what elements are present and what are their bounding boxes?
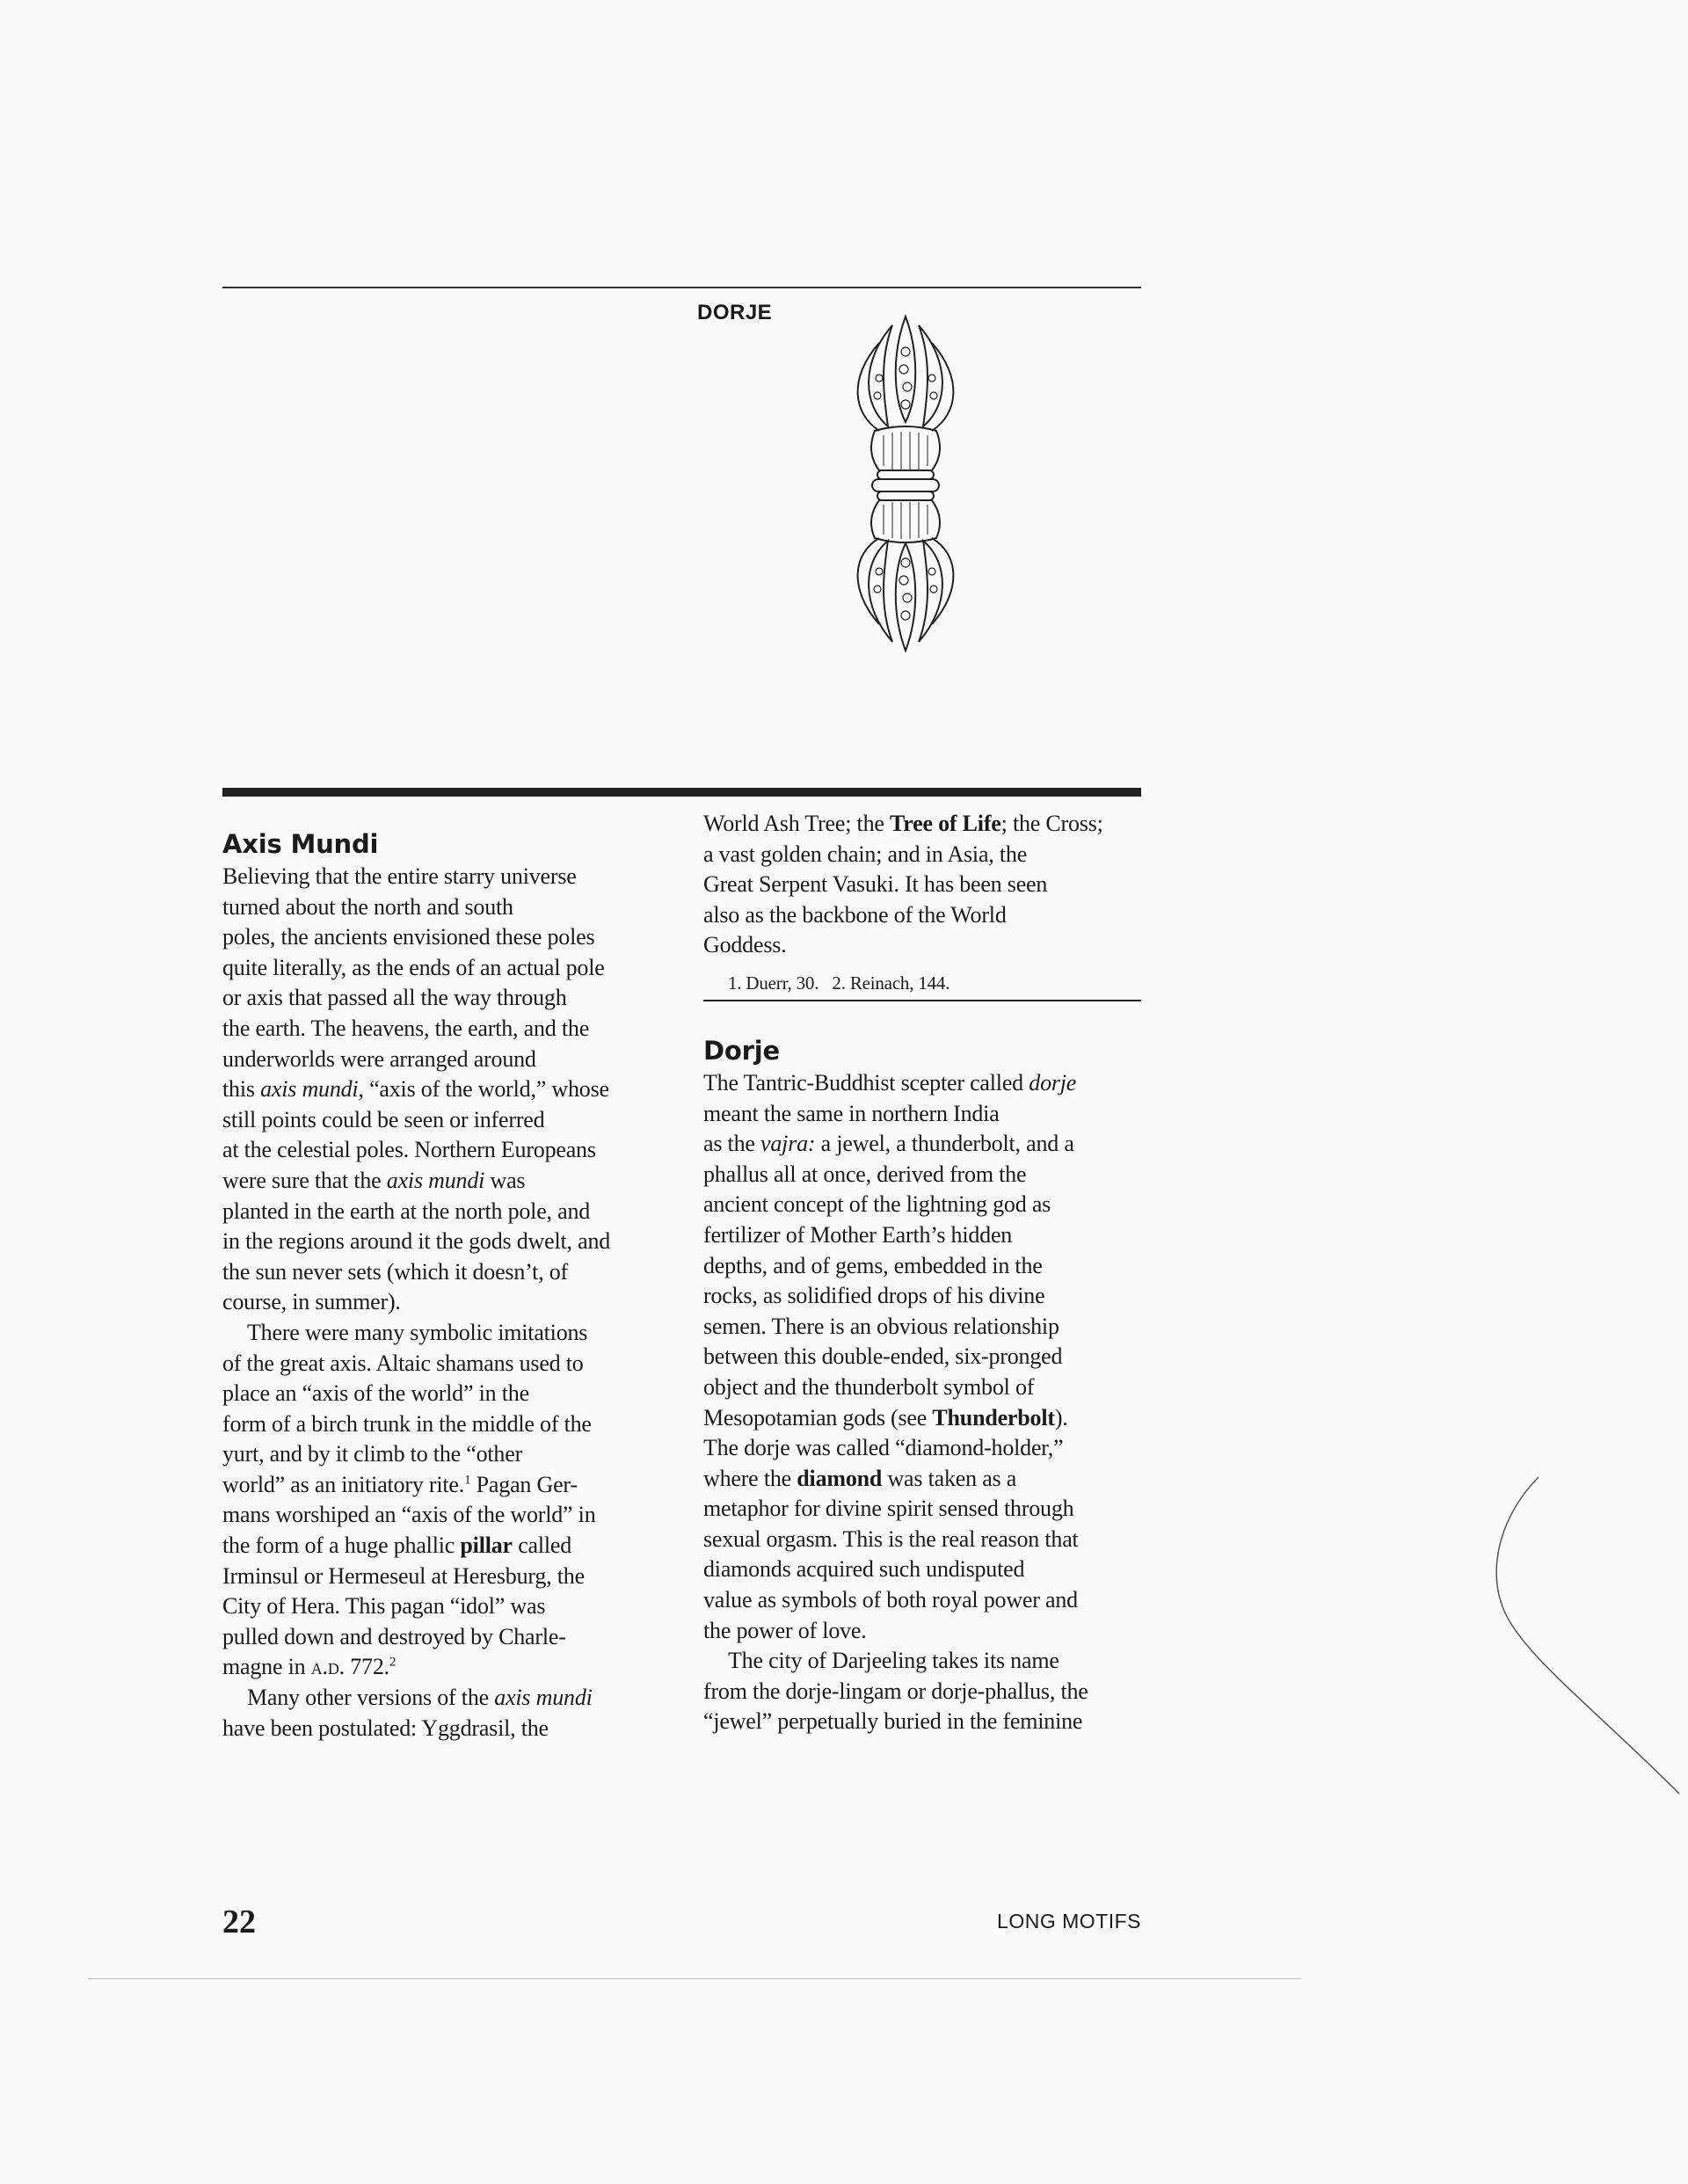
text-run: this	[222, 1076, 261, 1103]
text-run: Believing that the entire starry universe	[222, 863, 577, 889]
text-line	[703, 1372, 1143, 1403]
text-run: Pagan Ger-	[470, 1471, 578, 1497]
footnote-marker: 2	[389, 1655, 397, 1670]
text-line	[222, 1318, 680, 1349]
text-line	[703, 809, 1143, 840]
top-rule	[222, 287, 1141, 288]
text-run: There were many symbolic imitations	[247, 1319, 588, 1345]
text-line	[222, 1531, 680, 1562]
text-run: also as the backbone of the World	[703, 901, 1007, 928]
text-line	[222, 1714, 680, 1744]
text-line	[703, 1494, 1143, 1525]
text-run: magne in	[222, 1654, 311, 1680]
text-run: “jewel” perpetually buried in the feminine	[703, 1708, 1083, 1735]
text-run: pulled down and destroyed by Charle-	[222, 1623, 566, 1649]
text-line	[703, 840, 1143, 870]
text-line	[703, 870, 1143, 900]
text-run: phallus all at once, derived from the	[703, 1161, 1027, 1187]
text-line	[703, 1190, 1143, 1220]
text-line	[222, 1683, 680, 1714]
text-run: diamonds acquired such undisputed	[703, 1556, 1025, 1583]
text-run: 772.	[344, 1654, 389, 1680]
heading-axis-mundi: Axis Mundi	[222, 829, 379, 859]
text-run: underworlds were arranged around	[222, 1045, 536, 1072]
text-line	[703, 1707, 1143, 1737]
text-run: ; the Cross;	[1000, 811, 1103, 836]
cross-reference: diamond	[797, 1465, 883, 1491]
text-run: axis mundi	[494, 1685, 593, 1711]
text-line	[703, 1525, 1143, 1555]
text-line	[703, 1403, 1143, 1434]
text-run: City of Hera. This pagan “idol” was	[222, 1593, 546, 1620]
text-run: poles, the ancients envisioned these poles	[222, 924, 595, 950]
text-line	[222, 983, 680, 1014]
text-run: form of a birch trunk in the middle of the	[222, 1410, 592, 1437]
text-run: between this double-ended, six-pronged	[703, 1343, 1063, 1370]
text-line	[703, 1585, 1143, 1616]
text-run: yurt, and by it climb to the “other	[222, 1441, 523, 1467]
text-line	[703, 1312, 1143, 1343]
text-run: as the	[703, 1131, 761, 1157]
axis-mundi-continued	[703, 809, 1143, 961]
text-line	[703, 1616, 1143, 1647]
text-run: The Tantric-Buddhist scepter called	[703, 1069, 1030, 1096]
text-run: “axis of the world,” whose	[363, 1076, 609, 1103]
text-run: Great Serpent Vasuki. It has been seen	[703, 871, 1048, 898]
text-run: metaphor for divine spirit sensed through	[703, 1496, 1074, 1522]
section-rule	[222, 788, 1141, 797]
text-line	[222, 1500, 680, 1531]
text-run: Goddess.	[703, 932, 787, 958]
text-line	[703, 1677, 1143, 1707]
text-run: dorje	[1029, 1069, 1077, 1096]
text-line	[222, 922, 680, 953]
text-run: course, in summer).	[222, 1289, 401, 1315]
text-run: Irminsul or Hermeseul at Heresburg, the	[222, 1562, 585, 1589]
footnotes: 1. Duerr, 30. 2. Reinach, 144.	[728, 972, 950, 994]
text-line	[222, 1379, 680, 1409]
text-line	[703, 900, 1143, 931]
text-run: depths, and of gems, embedded in the	[703, 1252, 1043, 1278]
text-run: quite literally, as the ends of an actual pole	[222, 954, 605, 980]
text-run: World Ash Tree; the	[703, 811, 891, 836]
left-column	[222, 826, 680, 1744]
text-run: ).	[1054, 1404, 1068, 1431]
text-line	[703, 1099, 1143, 1130]
text-line	[703, 1342, 1143, 1372]
text-line	[222, 1349, 680, 1380]
text-run: meant the same in northern India	[703, 1100, 1000, 1126]
text-line	[703, 1068, 1143, 1099]
dorje-illustration-icon	[844, 308, 967, 659]
text-run: was taken as a	[882, 1465, 1017, 1491]
cross-reference: pillar	[460, 1532, 513, 1559]
text-run: semen. There is an obvious relationship	[703, 1313, 1059, 1339]
text-run: were sure that the	[222, 1167, 387, 1193]
text-run: turned about the north and south	[222, 893, 513, 920]
text-run: or axis that passed all the way through	[222, 985, 567, 1011]
right-column	[703, 809, 1143, 1737]
text-line	[222, 1227, 680, 1257]
text-run: the form of a huge phallic	[222, 1532, 461, 1559]
text-run: have been postulated: Yggdrasil, the	[222, 1714, 549, 1741]
running-head: LONG MOTIFS	[997, 1910, 1141, 1933]
text-run: sexual orgasm. This is the real reason that	[703, 1525, 1079, 1552]
text-line	[222, 1166, 680, 1197]
footnote-rule	[703, 1000, 1141, 1001]
text-line	[222, 1197, 680, 1227]
text-run: The dorje was called “diamond-holder,”	[703, 1435, 1064, 1461]
text-run: from the dorje-lingam or dorje-phallus, the	[703, 1678, 1088, 1704]
page-number: 22	[222, 1904, 256, 1940]
text-line	[222, 953, 680, 984]
text-run: was	[484, 1167, 526, 1193]
text-line	[222, 1562, 680, 1592]
text-line	[703, 930, 1143, 961]
dorje-body	[703, 1068, 1143, 1737]
text-run: axis mundi	[386, 1167, 485, 1193]
text-line	[222, 1135, 680, 1166]
text-line	[222, 1409, 680, 1440]
text-line	[222, 1014, 680, 1045]
text-line	[703, 1160, 1143, 1190]
text-run: a vast golden chain; and in Asia, the	[703, 841, 1028, 867]
text-run: still points could be seen or inferred	[222, 1106, 545, 1132]
text-line	[222, 1257, 680, 1288]
text-line	[703, 1129, 1143, 1160]
text-line	[703, 1554, 1143, 1585]
text-run: axis mundi,	[260, 1076, 364, 1103]
text-line	[222, 1652, 680, 1683]
text-run: planted in the earth at the north pole, and	[222, 1198, 591, 1224]
text-run: world” as an initiatory rite.	[222, 1471, 465, 1497]
text-line	[703, 1220, 1143, 1251]
text-line	[222, 1287, 680, 1318]
text-line	[703, 1433, 1143, 1464]
text-run: a.d.	[310, 1654, 345, 1680]
text-run: mans worshiped an “axis of the world” in	[222, 1502, 596, 1528]
text-run: The city of Darjeeling takes its name	[728, 1648, 1059, 1674]
text-line	[222, 1622, 680, 1653]
text-line	[703, 1646, 1143, 1677]
text-line	[222, 1439, 680, 1470]
text-run: value as symbols of both royal power and	[703, 1587, 1078, 1613]
text-run: ancient concept of the lightning god as	[703, 1191, 1051, 1218]
text-run: rocks, as solidified drops of his divine	[703, 1283, 1045, 1309]
pen-mark-icon	[1486, 1460, 1688, 1811]
text-line	[222, 1105, 680, 1136]
text-run: object and the thunderbolt symbol of	[703, 1373, 1035, 1400]
text-line	[703, 1464, 1143, 1495]
text-run: Mesopotamian gods (see	[703, 1404, 933, 1431]
text-run: vajra:	[760, 1131, 816, 1157]
text-run: place an “axis of the world” in the	[222, 1380, 529, 1407]
heading-dorje: Dorje	[703, 1035, 780, 1066]
text-run: fertilizer of Mother Earth’s hidden	[703, 1221, 1013, 1248]
text-line	[703, 1281, 1143, 1312]
text-run: where the	[703, 1465, 797, 1491]
text-run: the sun never sets (which it doesn’t, of	[222, 1258, 568, 1285]
text-run: at the celestial poles. Northern Europeans	[222, 1137, 596, 1163]
bottom-edge-line	[88, 1978, 1301, 1979]
text-line	[222, 1470, 680, 1501]
text-run: in the regions around it the gods dwelt, and	[222, 1228, 611, 1255]
text-run: called	[512, 1532, 572, 1559]
cross-reference: Tree of Life	[890, 811, 1001, 836]
text-run: Many other versions of the	[247, 1685, 495, 1711]
text-run: a jewel, a thunderbolt, and a	[815, 1131, 1074, 1157]
text-run: the earth. The heavens, the earth, and the	[222, 1015, 590, 1041]
axis-mundi-body	[222, 862, 680, 1744]
text-line	[222, 892, 680, 923]
cross-reference: Thunderbolt	[932, 1404, 1055, 1431]
text-line	[703, 1251, 1143, 1282]
figure-label: DORJE	[697, 301, 773, 324]
text-line	[222, 862, 680, 892]
footnote-marker: 1	[464, 1473, 471, 1488]
text-run: the power of love.	[703, 1617, 867, 1643]
text-run: of the great axis. Altaic shamans used to	[222, 1350, 584, 1376]
text-line	[222, 1074, 680, 1105]
text-line	[222, 1045, 680, 1075]
text-line	[222, 1591, 680, 1622]
